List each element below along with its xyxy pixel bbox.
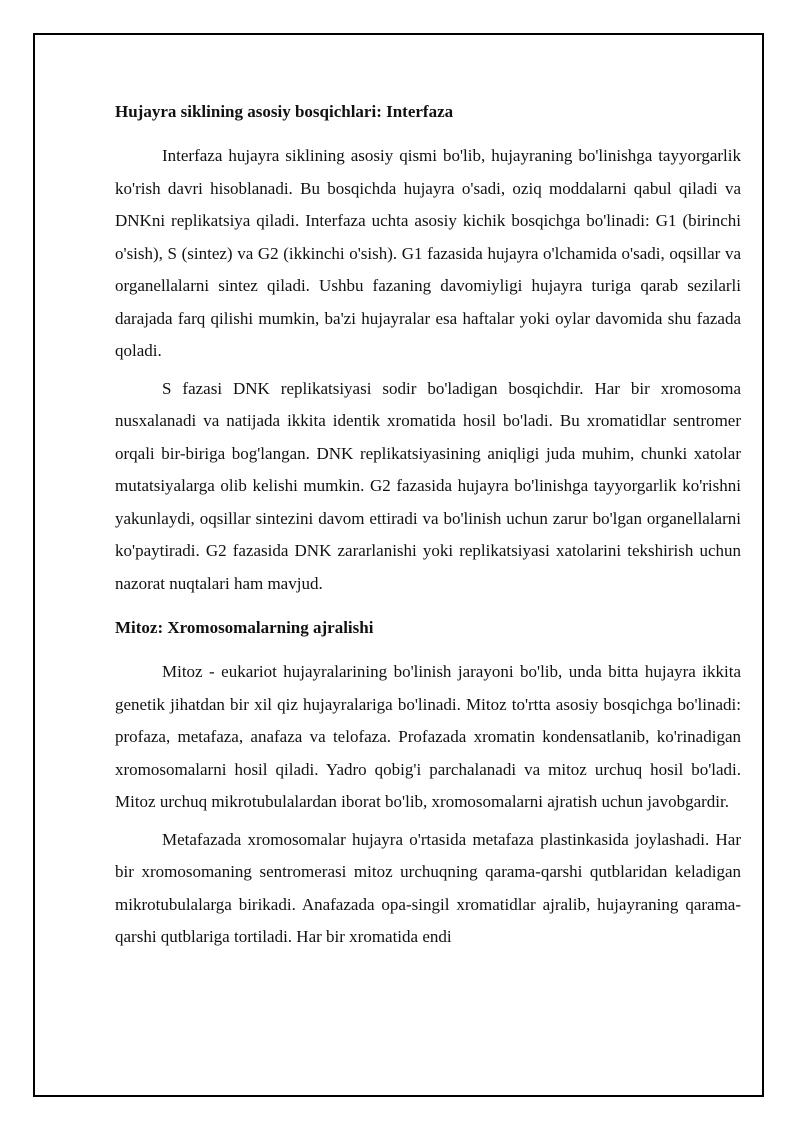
paragraph-interfaza-intro: Interfaza hujayra siklining asosiy qismi bo'lib, hujayraning bo'linishga tayyorgarlik ko'rish davri hisoblanadi. Bu bosqichda hujayra o'sadi, oziq moddalarni qabul qiladi va DNKni replikatsiya qiladi. Interfaza uchta asosiy kichik bosqichga bo'linadi: G1 (birinchi o'sish), S (sintez) va G2 (ikkinchi o'sish). G1 fazasida hujayra o'lchamida o'sadi, oqsillar va organellalarni sintez qiladi. Ushbu fazaning davomiyligi hujayra turiga qarab sezilarli darajada farq qilishi mumkin, ba'zi hujayralar esa haftalar yoki oylar davomida shu fazada qoladi.	[115, 146, 741, 360]
section-heading-interfaza: Hujayra siklining asosiy bosqichlari: Interfaza	[115, 102, 454, 121]
section-heading-mitoz: Mitoz: Xromosomalarning ajralishi	[115, 618, 374, 637]
paragraph-metafaza: Metafazada xromosomalar hujayra o'rtasida metafaza plastinkasida joylashadi. Har bir xromosomaning sentromerasi mitoz urchuqning qarama-qarshi qutblaridan keladigan mikrotubulalarga birikadi. Anafazada opa-singil xromatidlar ajralib, hujayraning qarama-qarshi qutblariga tortiladi. Har bir xromatida endi	[115, 829, 741, 946]
paragraph-s-fazasi: S fazasi DNK replikatsiyasi sodir bo'ladigan bosqichdir. Har bir xromosoma nusxalanadi va natijada ikkita identik xromatida hosil bo'ladi. Bu xromatidlar sentromer orqali bir-biriga bog'langan. DNK replikatsiyasining aniqligi juda muhim, chunki xatolar mutatsiyalarga olib kelishi mumkin. G2 fazasida hujayra bo'linishga tayyorgarlik ko'rishni yakunlaydi, oqsillar sintezini davom ettiradi va bo'linish uchun zarur bo'lgan organellalarni ko'paytiradi. G2 fazasida DNK zararlanishi yoki replikatsiyasi xatolarini tekshirish uchun nazorat nuqtalari ham mavjud.	[115, 378, 741, 593]
paragraph-mitoz-intro: Mitoz - eukariot hujayralarining bo'linish jarayoni bo'lib, unda bitta hujayra ikkita genetik jihatdan bir xil qiz hujayralariga bo'linadi. Mitoz to'rtta asosiy bosqichga bo'linadi: profaza, metafaza, anafaza va telofaza. Profazada xromatin kondensatlanib, ko'rinadigan xromosomalarni hosil qiladi. Yadro qobig'i parchalanadi va mitoz urchuq hosil bo'ladi. Mitoz urchuq mikrotubulalardan iborat bo'lib, xromosomalarni ajratish uchun javobgardir.	[115, 662, 741, 811]
document-body	[115, 98, 741, 959]
